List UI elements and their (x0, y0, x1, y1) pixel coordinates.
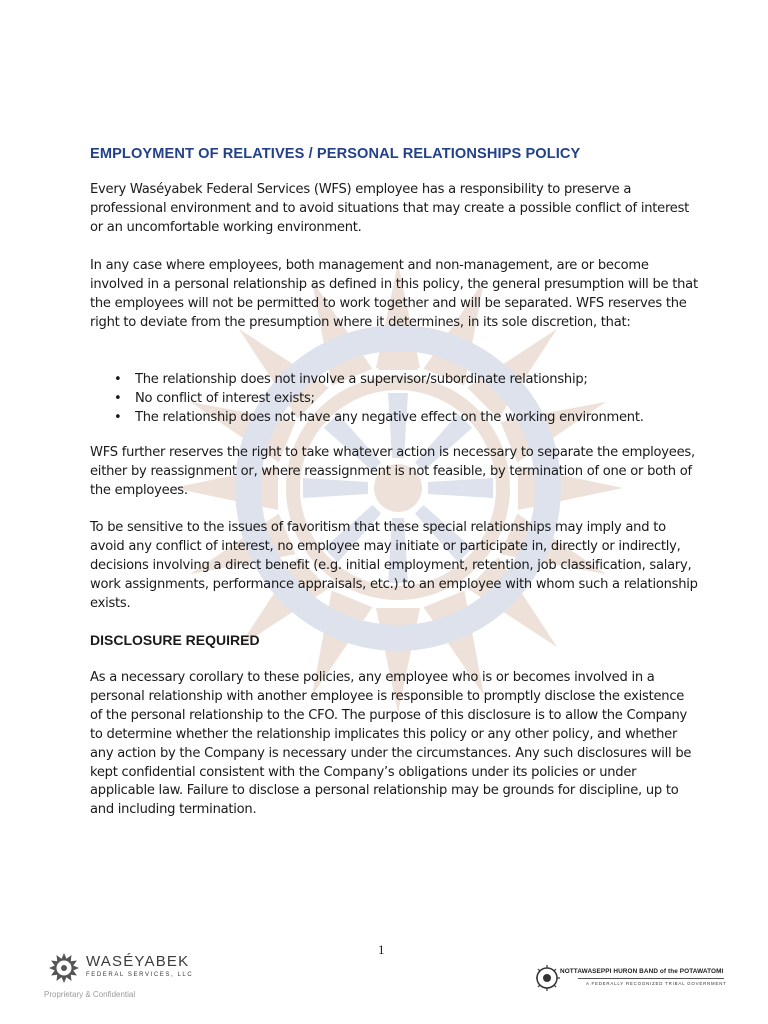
tribal-name: NOTTAWASEPPI HURON BAND of the POTAWATOMI (560, 968, 724, 975)
company-name: WASÉYABEK (86, 953, 190, 970)
tribal-divider (578, 978, 724, 979)
conditions-list (90, 371, 644, 428)
disclosure-paragraph: As a necessary corollary to these policies, any employee who is or becomes involved in a personal relationship with another employee is responsible to promptly disclose the existence of the personal relationship to the CFO. The purpose of this disclosure is to allow the Company to determine whether the relationship implicates this policy or any other policy, and whether any action by the Company is necessary under the circumstances. Any such disclosures will be kept confidential consistent with the Company’s obligations under its policies or under applicable law. Failure to disclose a personal relationship may be grounds for discipline, up to and including termination. (90, 670, 692, 818)
reassignment-paragraph: WFS further reserves the right to take whatever action is necessary to separate the employees, either by reassignment or, where reassignment is not feasible, by termination of one or both of the employees. (90, 445, 695, 498)
disclosure-heading: DISCLOSURE REQUIRED (90, 632, 260, 648)
tribal-subtitle: A FEDERALLY RECOGNIZED TRIBAL GOVERNMENT (586, 981, 727, 986)
confidential-label: Proprietary & Confidential (44, 990, 136, 999)
intro-paragraph: Every Waséyabek Federal Services (WFS) employee has a responsibility to preserve a professional environment and to avoid situations that may create a possible conflict of interest or an uncomfortable working environment. (90, 182, 690, 235)
list-item: • No conflict of interest exists; (90, 390, 644, 409)
company-subtitle: FEDERAL SERVICES, LLC (86, 972, 194, 978)
document-title: EMPLOYMENT OF RELATIVES / PERSONAL RELATIONSHIPS POLICY (90, 146, 581, 162)
page-number: 1 (378, 942, 385, 957)
favoritism-paragraph: To be sensitive to the issues of favoritism that these special relationships may imply and to avoid any conflict of interest, no employee may initiate or participate in, directly or indirectly, decisions involving a direct benefit (e.g. initial employment, retention, job classification, salary, work assignments, performance appraisals, etc.) to an employee with whom such a relationship exists. (90, 520, 698, 611)
list-item: • The relationship does not have any negative effect on the working environment. (90, 409, 644, 428)
presumption-paragraph: In any case where employees, both management and non-management, are or become involved in a personal relationship as defined in this policy, the general presumption will be that the employees will not be permitted to work together and will be separated. WFS reserves the right to deviate from the presumption where it determines, in its sole discretion, that: (90, 258, 698, 330)
list-item: • The relationship does not involve a supervisor/subordinate relationship; (90, 371, 644, 390)
